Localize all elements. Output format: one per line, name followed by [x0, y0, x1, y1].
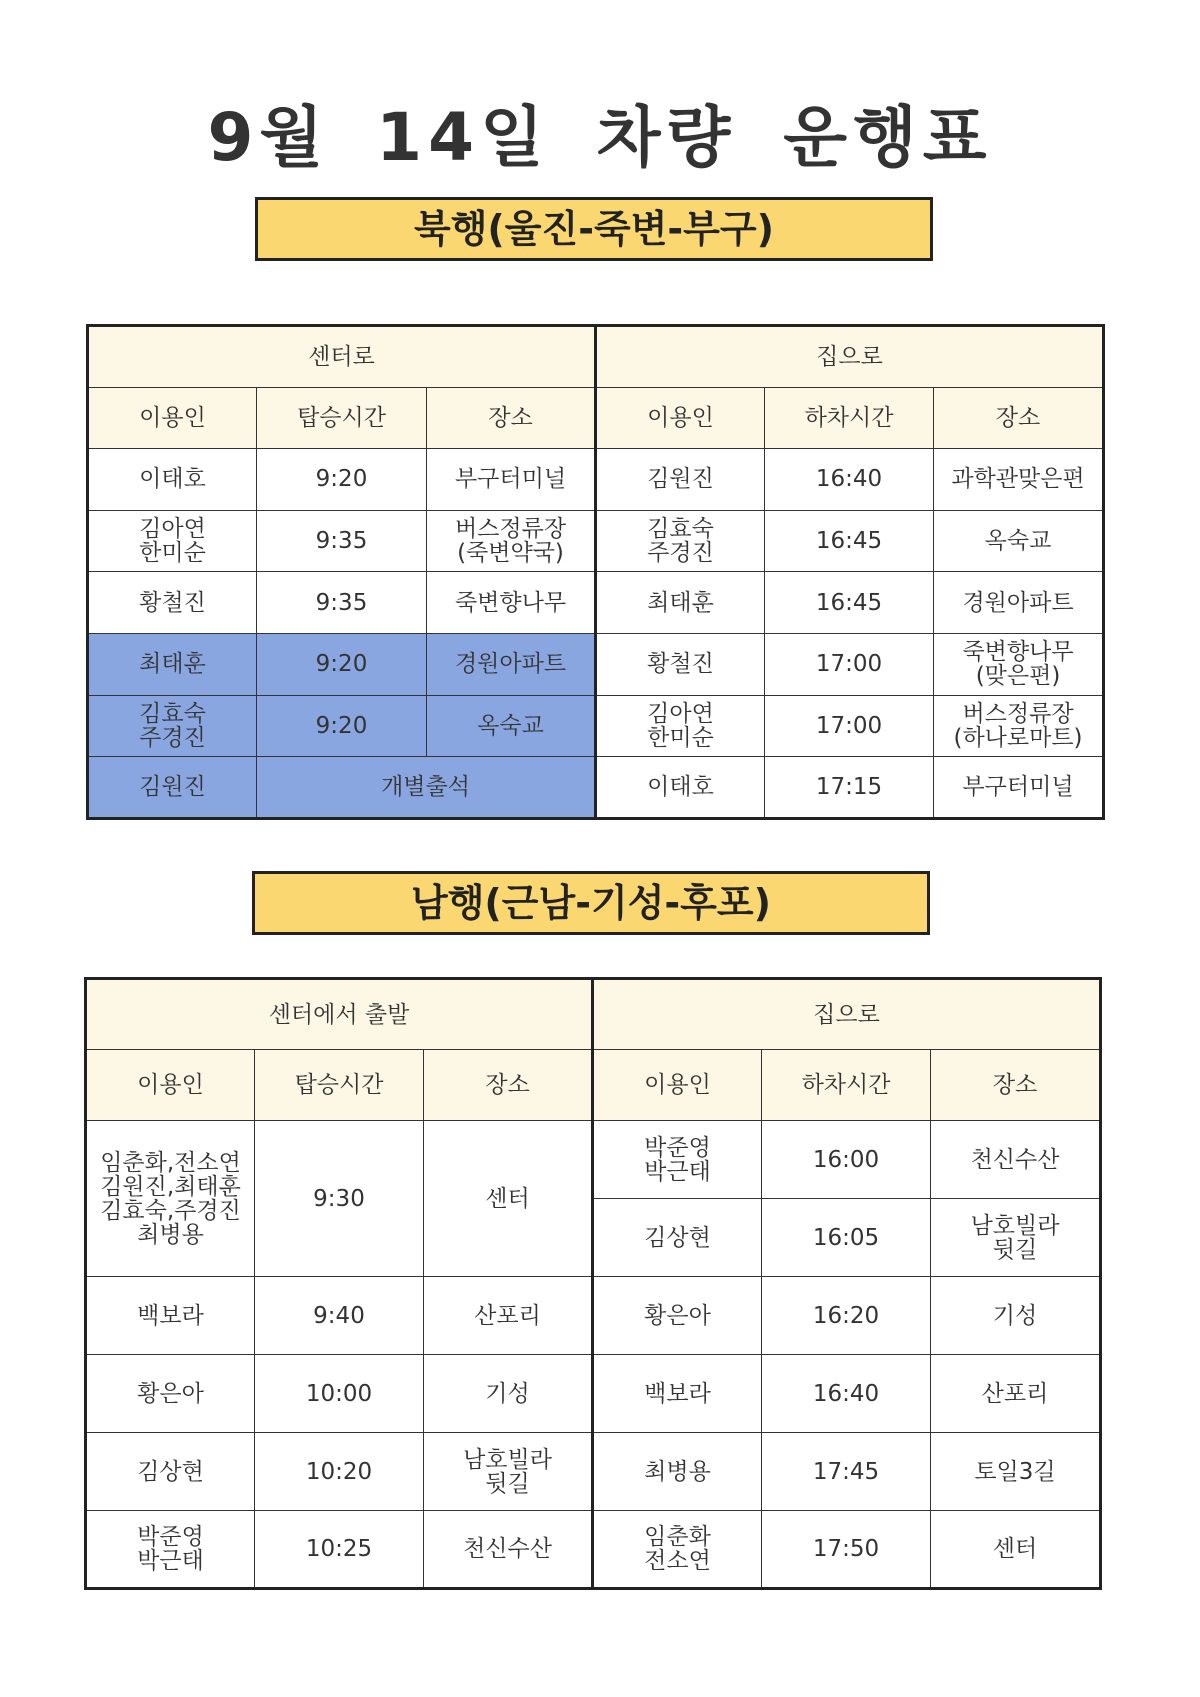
user-name: 박근태 — [137, 1548, 204, 1574]
dropoff-time-cell: 16:05 — [762, 1199, 931, 1277]
place-name: 산포리 — [474, 1302, 541, 1329]
user-name-cell-highlighted — [88, 695, 257, 757]
place-name: 기성 — [485, 1380, 530, 1407]
place-cell — [934, 695, 1104, 757]
place-name: 기성 — [992, 1302, 1038, 1329]
place-cell — [931, 1121, 1101, 1199]
south-to-home-header: 집으로 — [593, 979, 1101, 1050]
place-name: 토일3길 — [974, 1458, 1056, 1485]
north-to-home-header: 집으로 — [596, 326, 1104, 388]
place-name: 경원아파트 — [454, 651, 567, 678]
dropoff-time-cell: 17:50 — [762, 1511, 931, 1589]
place-name: 과학관맞은편 — [951, 466, 1085, 493]
place-name: 센터 — [992, 1536, 1038, 1562]
place-name: 버스정류장 — [962, 700, 1074, 727]
user-name: 임춘화,전소연 — [100, 1149, 241, 1176]
place-name: 남호빌라 — [970, 1212, 1060, 1239]
boarding-time-cell: 9:35 — [257, 572, 427, 634]
boarding-time-cell: 9:20 — [257, 449, 427, 511]
north-to-center-header: 센터로 — [88, 326, 596, 388]
column-header-place: 장소 — [931, 1050, 1101, 1121]
user-name-cell — [593, 1355, 762, 1433]
user-name-cell-highlighted — [88, 633, 257, 695]
column-header-boarding-time: 탑승시간 — [257, 387, 427, 449]
user-name-cell — [596, 572, 765, 634]
place-cell — [427, 510, 596, 572]
north-column-header-row — [88, 387, 1104, 449]
place-name: 옥숙교 — [984, 528, 1052, 555]
place-note: (죽변약국) — [457, 540, 564, 567]
user-name: 최병용 — [137, 1221, 204, 1248]
boarding-time-cell: 10:20 — [255, 1433, 424, 1511]
dropoff-time-cell: 16:40 — [762, 1355, 931, 1433]
place-cell — [934, 449, 1104, 511]
dropoff-time-cell: 16:00 — [762, 1121, 931, 1199]
place-name: 버스정류장 — [454, 516, 567, 543]
table-row — [88, 510, 1104, 572]
user-name: 황은아 — [644, 1302, 711, 1329]
place-name: 경원아파트 — [962, 589, 1074, 616]
column-header-boarding-time: 탑승시간 — [255, 1050, 424, 1121]
north-group-header-row — [88, 326, 1104, 388]
user-name-cell — [593, 1433, 762, 1511]
south-route-banner: 남행(근남-기성-후포) — [252, 871, 930, 935]
user-name: 김효숙 — [139, 700, 206, 727]
table-row — [88, 572, 1104, 634]
table-row — [86, 1511, 1101, 1589]
user-name-cell — [593, 1121, 762, 1199]
user-name-cell — [596, 757, 765, 819]
user-name: 백보라 — [644, 1380, 711, 1407]
south-column-header-row — [86, 1050, 1101, 1121]
user-name: 김아연 — [139, 516, 206, 543]
user-name: 김상현 — [137, 1458, 204, 1485]
place-name: 뒷길 — [485, 1470, 530, 1497]
dropoff-time-cell: 17:15 — [765, 757, 934, 819]
user-name: 한미순 — [647, 724, 714, 751]
table-row — [88, 757, 1104, 819]
table-row — [86, 1277, 1101, 1355]
place-cell — [931, 1511, 1101, 1589]
table-row — [86, 1433, 1101, 1511]
place-cell — [424, 1355, 593, 1433]
place-cell — [931, 1355, 1101, 1433]
user-name-cell — [596, 695, 765, 757]
user-name-cell-highlighted — [88, 757, 257, 819]
place-cell — [931, 1199, 1101, 1277]
dropoff-time-cell: 16:40 — [765, 449, 934, 511]
column-header-dropoff-time: 하차시간 — [762, 1050, 931, 1121]
place-name: 남호빌라 — [463, 1446, 552, 1473]
column-header-user: 이용인 — [596, 387, 765, 449]
user-name-cell — [596, 510, 765, 572]
table-row — [88, 695, 1104, 757]
place-name: 죽변향나무 — [454, 589, 567, 616]
user-name: 백보라 — [137, 1302, 204, 1329]
user-name: 황철진 — [139, 589, 206, 616]
boarding-time-cell: 9:40 — [255, 1277, 424, 1355]
column-header-dropoff-time: 하차시간 — [765, 387, 934, 449]
user-name-cell — [593, 1277, 762, 1355]
user-name-cell — [596, 449, 765, 511]
user-name-cell — [86, 1355, 255, 1433]
boarding-time-cell: 10:25 — [255, 1511, 424, 1589]
user-name: 김원진 — [647, 466, 714, 493]
place-cell — [934, 572, 1104, 634]
place-cell — [934, 633, 1104, 695]
user-name: 최병용 — [644, 1458, 711, 1485]
boarding-time-cell: 9:35 — [257, 510, 427, 572]
place-name: 부구터미널 — [454, 466, 567, 493]
user-name-cell — [596, 633, 765, 695]
user-name-cell — [88, 572, 257, 634]
user-name: 임춘화 — [644, 1524, 711, 1550]
user-name-cell — [86, 1511, 255, 1589]
user-name: 황은아 — [137, 1380, 204, 1407]
place-name: 죽변향나무 — [962, 639, 1074, 666]
group-user-names-cell — [86, 1121, 255, 1277]
dropoff-time-cell: 17:00 — [765, 633, 934, 695]
user-name: 이태호 — [139, 466, 206, 493]
user-name-cell — [88, 449, 257, 511]
column-header-place: 장소 — [934, 387, 1104, 449]
place-cell — [424, 1511, 593, 1589]
user-name: 주경진 — [139, 724, 206, 751]
column-header-place: 장소 — [427, 387, 596, 449]
north-route-banner: 북행(울진-죽변-부구) — [255, 197, 933, 261]
boarding-time-cell-highlighted: 9:20 — [257, 695, 427, 757]
user-name: 박준영 — [644, 1134, 711, 1161]
column-header-user: 이용인 — [86, 1050, 255, 1121]
place-note: (하나로마트) — [953, 724, 1083, 751]
place-name: 천신수산 — [463, 1536, 552, 1562]
south-group-header-row — [86, 979, 1101, 1050]
user-name: 김효숙 — [647, 516, 714, 543]
place-name: 천신수산 — [970, 1146, 1060, 1173]
south-schedule-table — [84, 977, 1102, 1590]
place-cell — [934, 510, 1104, 572]
place-note: (맞은편) — [975, 663, 1061, 690]
user-name: 박준영 — [137, 1524, 204, 1550]
north-schedule-table — [86, 324, 1105, 820]
user-name-cell — [88, 510, 257, 572]
place-cell — [931, 1277, 1101, 1355]
table-row — [88, 449, 1104, 511]
column-header-user: 이용인 — [593, 1050, 762, 1121]
place-cell: 센터 — [424, 1121, 593, 1277]
user-name: 김아연 — [647, 700, 714, 727]
user-name: 전소연 — [644, 1548, 711, 1574]
user-name: 한미순 — [139, 540, 206, 567]
place-cell — [424, 1277, 593, 1355]
table-row — [86, 1355, 1101, 1433]
individual-attendance-cell: 개별출석 — [257, 757, 596, 819]
place-cell — [931, 1433, 1101, 1511]
user-name: 이태호 — [647, 773, 714, 800]
place-cell-highlighted — [427, 695, 596, 757]
user-name-cell — [86, 1433, 255, 1511]
user-name: 김상현 — [644, 1224, 711, 1251]
user-name-cell — [593, 1199, 762, 1277]
column-header-place: 장소 — [424, 1050, 593, 1121]
place-cell — [427, 449, 596, 511]
place-cell — [424, 1433, 593, 1511]
dropoff-time-cell: 16:45 — [765, 572, 934, 634]
boarding-time-cell: 9:30 — [255, 1121, 424, 1277]
place-name: 뒷길 — [992, 1236, 1038, 1263]
place-name: 부구터미널 — [962, 773, 1074, 800]
user-name: 김원진,최태훈 — [100, 1173, 241, 1200]
boarding-time-cell-highlighted: 9:20 — [257, 633, 427, 695]
place-cell — [934, 757, 1104, 819]
place-name: 옥숙교 — [477, 712, 544, 739]
user-name-cell — [86, 1277, 255, 1355]
user-name-cell — [593, 1511, 762, 1589]
table-row — [88, 633, 1104, 695]
table-row — [86, 1121, 1101, 1199]
dropoff-time-cell: 16:20 — [762, 1277, 931, 1355]
south-from-center-header: 센터에서 출발 — [86, 979, 593, 1050]
user-name: 김효숙,주경진 — [100, 1197, 241, 1224]
dropoff-time-cell: 17:00 — [765, 695, 934, 757]
column-header-user: 이용인 — [88, 387, 257, 449]
user-name: 박근태 — [644, 1158, 711, 1185]
place-cell — [427, 572, 596, 634]
place-name: 산포리 — [981, 1380, 1049, 1407]
dropoff-time-cell: 17:45 — [762, 1433, 931, 1511]
dropoff-time-cell: 16:45 — [765, 510, 934, 572]
place-cell-highlighted — [427, 633, 596, 695]
user-name: 최태훈 — [139, 651, 206, 678]
user-name: 황철진 — [647, 651, 714, 678]
user-name: 주경진 — [647, 540, 714, 567]
boarding-time-cell: 10:00 — [255, 1355, 424, 1433]
user-name: 최태훈 — [647, 589, 714, 616]
user-name: 김원진 — [139, 773, 206, 800]
page-title: 9월 14일 차량 운행표 — [207, 99, 993, 176]
